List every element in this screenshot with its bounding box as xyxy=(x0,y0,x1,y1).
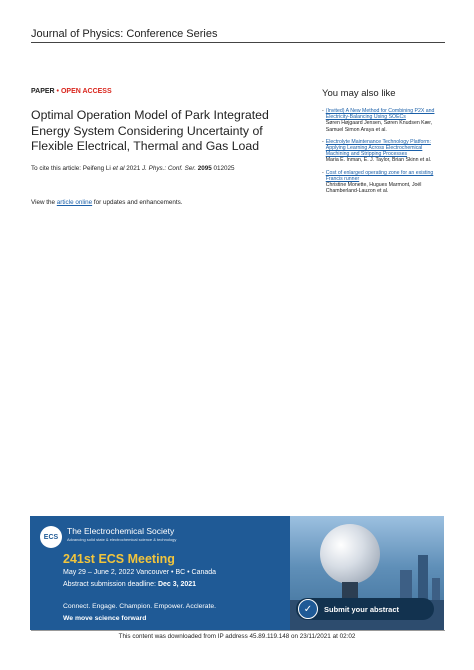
journal-header: Journal of Physics: Conference Series xyxy=(31,28,218,40)
bullet-dash: - xyxy=(322,138,324,145)
view-online xyxy=(31,199,182,206)
related-item xyxy=(322,170,447,195)
cite-prefix: To cite this article: Peifeng Li xyxy=(31,165,113,172)
cite-volume: 2095 xyxy=(196,165,212,172)
related-title-link[interactable]: Electrolyte Maintenance Technology Platform: Applying Learning Across Electrochemical Machining and Stripping Processes xyxy=(325,138,431,158)
paper-label: PAPER xyxy=(31,88,55,95)
meeting-title: 241st ECS Meeting xyxy=(63,552,175,566)
submission-deadline xyxy=(63,581,196,588)
related-authors: Maria E. Inman, E. J. Taylor, Brian Skinn et al. xyxy=(325,157,432,164)
submit-abstract-button[interactable] xyxy=(296,598,434,620)
deadline-date: Dec 3, 2021 xyxy=(157,581,197,588)
tag-separator: • xyxy=(54,88,61,95)
related-item xyxy=(322,139,447,164)
bullet-dash: - xyxy=(322,169,324,176)
cite-number: 012025 xyxy=(211,165,235,172)
cite-year: 2021 xyxy=(124,165,142,172)
related-title-link[interactable]: Cost of enlarged operating zone for an existing Francis runner xyxy=(325,169,434,182)
citation xyxy=(31,165,235,172)
view-prefix: View the xyxy=(31,199,57,206)
you-may-also-like xyxy=(322,88,447,200)
also-heading: You may also like xyxy=(322,88,396,99)
cite-etal: et al xyxy=(112,165,125,172)
related-authors: Christine Monette, Hugues Marmont, Joël Chamberland-Lauzon et al. xyxy=(325,182,422,195)
download-notice: This content was downloaded from IP address 45.89.119.148 on 23/11/2021 at 02:02 xyxy=(118,633,356,640)
view-suffix: for updates and enhancements. xyxy=(92,199,183,206)
article-online-link[interactable]: article online xyxy=(56,199,93,206)
related-item xyxy=(322,108,447,133)
meeting-dates: May 29 – June 2, 2022 Vancouver • BC • Canada xyxy=(63,569,217,576)
society-name: The Electrochemical Society xyxy=(67,526,175,536)
banner-photo-panel xyxy=(290,516,444,630)
slogan: Connect. Engage. Champion. Empower. Acclerate. xyxy=(63,603,217,610)
slogan-tagline: We move science forward xyxy=(63,615,147,622)
open-access-label: OPEN ACCESS xyxy=(60,88,112,95)
related-title-link[interactable]: (Invited) A New Method for Combining P2X and Electricity-Balancing Using SOECs xyxy=(325,108,435,121)
bullet-dash: - xyxy=(322,108,324,114)
ecs-logo: ECS xyxy=(40,526,62,548)
submit-abstract-label: Submit your abstract xyxy=(324,604,400,614)
related-authors: Søren Højgaard Jensen, Søren Knudsen Kær, Samuel Simon Araya et al. xyxy=(325,120,433,133)
header-divider xyxy=(31,42,445,43)
banner-text-panel xyxy=(30,516,290,630)
paper-tag xyxy=(31,88,112,95)
article-title: Optimal Operation Model of Park Integrated Energy System Considering Uncertainty of Flexible Electrical, Thermal and Gas Load xyxy=(31,108,269,153)
cite-journal: J. Phys.: Conf. Ser. xyxy=(141,165,196,172)
check-icon: ✓ xyxy=(298,599,318,619)
ecs-ad-banner[interactable] xyxy=(30,516,444,630)
footer-divider xyxy=(31,630,445,631)
geodesic-dome-image xyxy=(320,524,380,584)
society-tagline: Advancing solid state & electrochemical science & technology xyxy=(67,537,177,542)
deadline-label: Abstract submission deadline: xyxy=(63,581,158,588)
